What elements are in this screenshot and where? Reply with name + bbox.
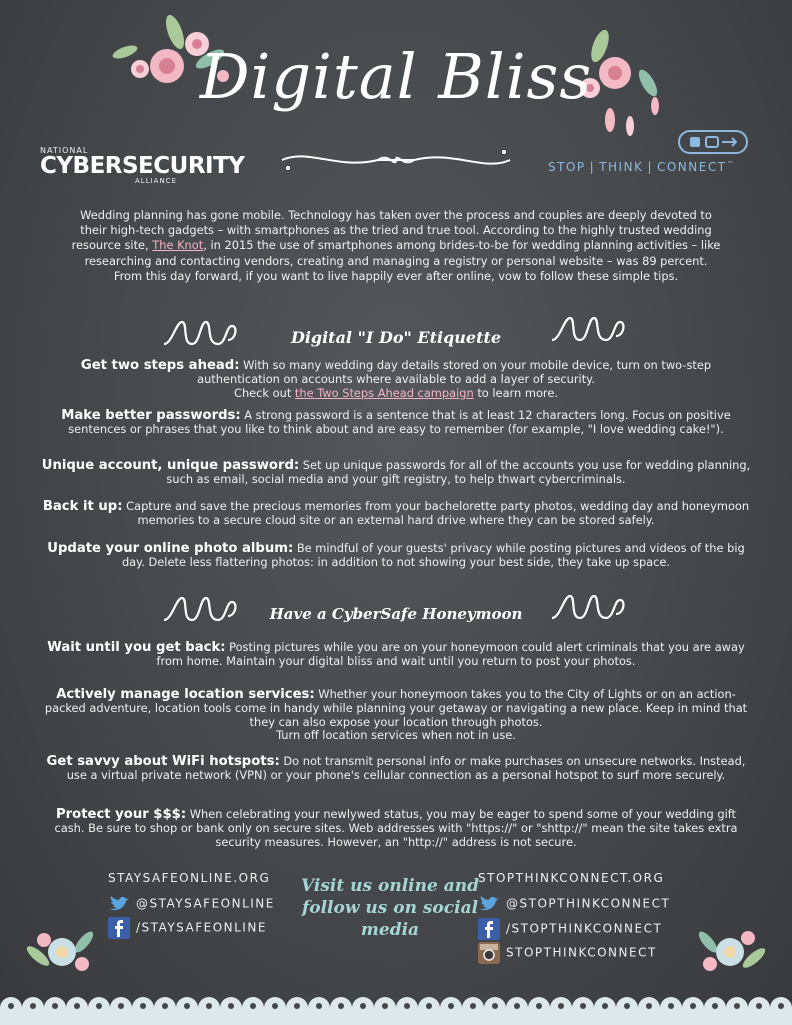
flourish-divider-icon bbox=[278, 146, 514, 174]
tip-text: Check out bbox=[233, 385, 295, 400]
tip-wifi-hotspots bbox=[40, 755, 752, 783]
twitter-icon bbox=[478, 893, 500, 915]
stopthinkconnect-facebook[interactable] bbox=[478, 918, 662, 940]
tip-protect-money bbox=[40, 808, 752, 849]
instagram-icon bbox=[478, 942, 500, 964]
stopthinkconnect-link[interactable]: STOPTHINKCONNECT.ORG bbox=[478, 871, 665, 885]
two-steps-ahead-link[interactable]: the Two Steps Ahead campaign bbox=[294, 385, 474, 400]
staysafeonline-link[interactable]: STAYSAFEONLINE.ORG bbox=[108, 871, 271, 885]
tip-text: to learn more. bbox=[473, 385, 558, 400]
stc-wordmark: STOP | THINK | CONNECT™ bbox=[548, 160, 736, 174]
tip-text: Turn off location services when not in use. bbox=[276, 728, 516, 743]
tip-passwords bbox=[40, 409, 752, 437]
tip-back-it-up bbox=[40, 500, 752, 528]
stc-think: THINK bbox=[599, 160, 644, 174]
ncsa-cybersecurity: CYBERSECURITY bbox=[40, 153, 245, 179]
ncsa-alliance: ALLIANCE bbox=[135, 177, 177, 185]
tip-text: Posting pictures while you are on your honeymoon could alert criminals that you are away from home. Maintain your digital bliss and wait until you return to post your photos. bbox=[156, 640, 745, 668]
tip-wait-until-back bbox=[40, 641, 752, 669]
swirl-ornament-icon bbox=[550, 312, 630, 346]
stc-tm: ™ bbox=[726, 160, 736, 168]
tip-heading: Actively manage location services: bbox=[56, 687, 315, 702]
page-title: Digital Bliss bbox=[199, 40, 593, 113]
stopthinkconnect-twitter[interactable] bbox=[478, 893, 670, 915]
tip-photo-album bbox=[40, 542, 752, 570]
facebook-handle: /STAYSAFEONLINE bbox=[136, 920, 267, 935]
visit-us-online-text: Visit us online and follow us on social media bbox=[301, 876, 479, 940]
tip-text: Whether your honeymoon takes you to the City of Lights or on an action-packed adventure, location tools come in handy while planning your getaway or navigating a new place. Keep in mind that they can also expose your location through photos. bbox=[44, 687, 748, 729]
flower-cluster-bottom-right-icon bbox=[690, 918, 770, 982]
tip-heading: Get savvy about WiFi hotspots: bbox=[46, 754, 280, 769]
flower-cluster-bottom-left-icon bbox=[22, 918, 102, 982]
ncsa-national: NATIONAL bbox=[40, 146, 89, 155]
swirl-ornament-icon bbox=[550, 590, 630, 624]
tip-unique-account bbox=[40, 459, 752, 487]
tip-text: When celebrating your newlywed status, you may be eager to spend some of your wedding gift cash. Be sure to shop or bank only on secure sites. Web addresses with "https://" or "shttp://" mean the site takes extra security measures. However, an "http://" address is not secure. bbox=[54, 807, 738, 849]
tip-text: Do not transmit personal info or make purchases on unsecure networks. Instead, use a virtual private network (VPN) or your phone's cellular connection as a personal hotspot to surf more securely. bbox=[66, 754, 746, 782]
tip-heading: Back it up: bbox=[42, 499, 123, 514]
tip-heading: Wait until you get back: bbox=[47, 640, 226, 655]
section-heading-honeymoon: Have a CyberSafe Honeymoon bbox=[269, 605, 523, 623]
intro-before: Wedding planning has gone mobile. Technology has taken over the process and couples are deeply devoted to their high-tech gadgets – with smartphones as the tried and true tool. According to the highly trusted wedding resource site, bbox=[71, 208, 712, 253]
facebook-icon bbox=[478, 918, 500, 940]
intro-after: , in 2015 the use of smartphones among brides-to-be for wedding planning activities – like researching and contacting vendors, creating and managing a registry or personal website – was 89 percent. From this day forward, if you want to live happily ever after online, vow to follow these simple tips. bbox=[84, 238, 721, 283]
section-heading-etiquette: Digital "I Do" Etiquette bbox=[290, 328, 502, 347]
tip-location-services bbox=[40, 688, 752, 743]
tip-two-steps bbox=[40, 359, 752, 400]
stc-connect: CONNECT bbox=[656, 160, 727, 174]
facebook-handle: /STOPTHINKCONNECT bbox=[506, 921, 663, 936]
stc-logo-icon bbox=[678, 130, 748, 154]
twitter-handle: @STOPTHINKCONNECT bbox=[506, 896, 671, 911]
tip-heading: Update your online photo album: bbox=[47, 541, 294, 556]
twitter-handle: @STAYSAFEONLINE bbox=[136, 896, 275, 911]
tip-text: Be mindful of your guests' privacy while posting pictures and videos of the big day. Delete less flattering photos: in addition to not showing your best side, they take up space. bbox=[121, 541, 745, 569]
instagram-handle: STOPTHINKCONNECT bbox=[506, 945, 657, 960]
the-knot-link[interactable]: The Knot bbox=[152, 238, 204, 253]
ncsa-logo bbox=[40, 146, 244, 185]
tip-heading: Protect your $$$: bbox=[55, 807, 187, 822]
twitter-icon bbox=[108, 893, 130, 915]
tip-heading: Make better passwords: bbox=[61, 408, 241, 423]
tip-text: With so many wedding day details stored on your mobile device, turn on two-step authentication on accounts where available to add a layer of security. bbox=[197, 358, 712, 386]
facebook-icon bbox=[108, 917, 130, 939]
intro-paragraph bbox=[70, 208, 722, 284]
tip-text: A strong password is a sentence that is at least 12 characters long. Focus on positive sentences or phrases that you like to think about and are easy to remember (for example, "I love wedding cake!"). bbox=[68, 408, 731, 436]
tip-text: Capture and save the precious memories from your bachelorette party photos, wedding day and honeymoon memories to a secure cloud site or an external hard drive where they can be stored safely. bbox=[122, 499, 750, 527]
tip-text: Set up unique passwords for all of the accounts you use for wedding planning, such as email, social media and your gift registry, to help thwart cybercriminals. bbox=[166, 458, 751, 486]
tip-heading: Unique account, unique password: bbox=[41, 458, 300, 473]
stc-stop: STOP bbox=[548, 160, 586, 174]
stopthinkconnect-instagram[interactable] bbox=[478, 942, 657, 964]
lace-border bbox=[0, 990, 792, 1025]
tip-heading: Get two steps ahead: bbox=[80, 358, 240, 373]
staysafeonline-facebook[interactable] bbox=[108, 917, 267, 939]
staysafeonline-twitter[interactable] bbox=[108, 893, 275, 915]
